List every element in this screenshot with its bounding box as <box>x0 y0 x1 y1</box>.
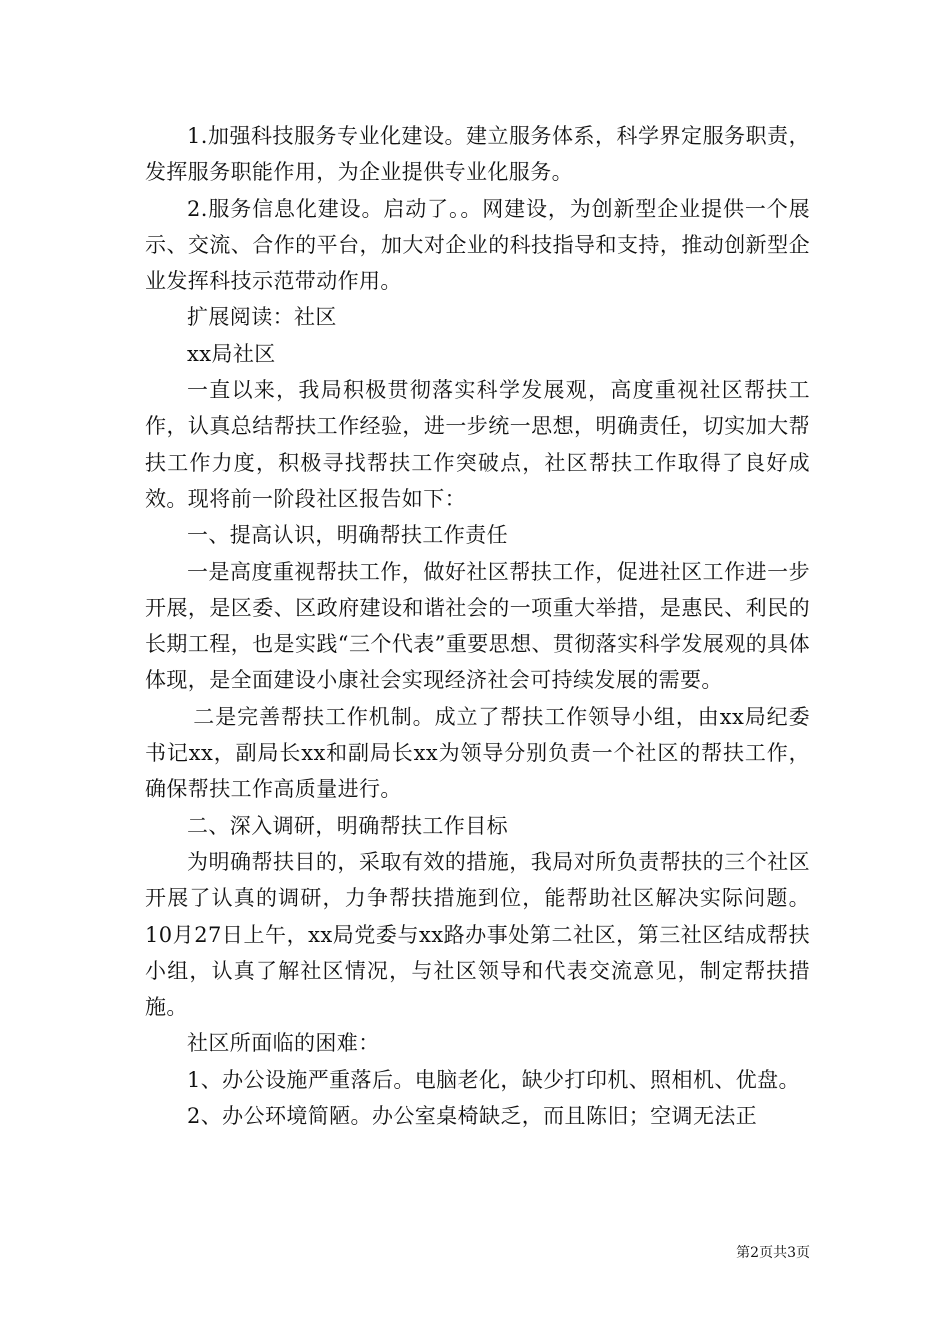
paragraph-13: 2、办公环境简陋。办公室桌椅缺乏，而且陈旧；空调无法正 <box>187 1104 758 1129</box>
paragraph-1: 1.加强科技服务专业化建设。建立服务体系，科学界定服务职责，发挥服务职能作用，为企业提供专业化服务。 <box>145 124 810 185</box>
paragraph-7: 一是高度重视帮扶工作，做好社区帮扶工作，促进社区工作进一步开展，是区委、区政府建设和谐社会的一项重大举措，是惠民、利民的长期工程，也是实践“三个代表”重要思想、贯彻落实科学发展观的具体体现，是全面建设小康社会实现经济社会可持续发展的需要。 <box>145 559 810 693</box>
paragraph-2: 2.服务信息化建设。启动了。。网建设，为创新型企业提供一个展示、交流、合作的平台，加大对企业的科技指导和支持，推动创新型企业发挥科技示范带动作用。 <box>145 196 810 294</box>
paragraph-3: 扩展阅读：社区 <box>187 305 337 330</box>
paragraph-8: 二是完善帮扶工作机制。成立了帮扶工作领导小组，由xx局纪委书记xx，副局长xx和副局长xx为领导分别负责一个社区的帮扶工作，确保帮扶工作高质量进行。 <box>145 704 810 802</box>
page-number-footer: 第2页共3页 <box>736 1245 810 1261</box>
paragraph-5: 一直以来，我局积极贯彻落实科学发展观，高度重视社区帮扶工作，认真总结帮扶工作经验，进一步统一思想，明确责任，切实加大帮扶工作力度，积极寻找帮扶工作突破点，社区帮扶工作取得了良好成效。现将前一阶段社区报告如下： <box>145 378 810 511</box>
section-heading-2: 二、深入调研，明确帮扶工作目标 <box>187 813 508 838</box>
paragraph-12: 1、办公设施严重落后。电脑老化，缺少打印机、照相机、优盘。 <box>187 1067 800 1092</box>
paragraph-10: 为明确帮扶目的，采取有效的措施，我局对所负责帮扶的三个社区开展了认真的调研，力争帮扶措施到位，能帮助社区解决实际问题。10月27日上午，xx局党委与xx路办事处第二社区，第三社区结成帮扶小组，认真了解社区情况，与社区领导和代表交流意见，制定帮扶措施。 <box>145 849 810 1020</box>
section-heading-1: 一、提高认识，明确帮扶工作责任 <box>187 523 508 548</box>
document-body <box>145 118 810 1134</box>
paragraph-4: xx局社区 <box>187 341 276 366</box>
paragraph-11: 社区所面临的困难： <box>187 1031 380 1056</box>
